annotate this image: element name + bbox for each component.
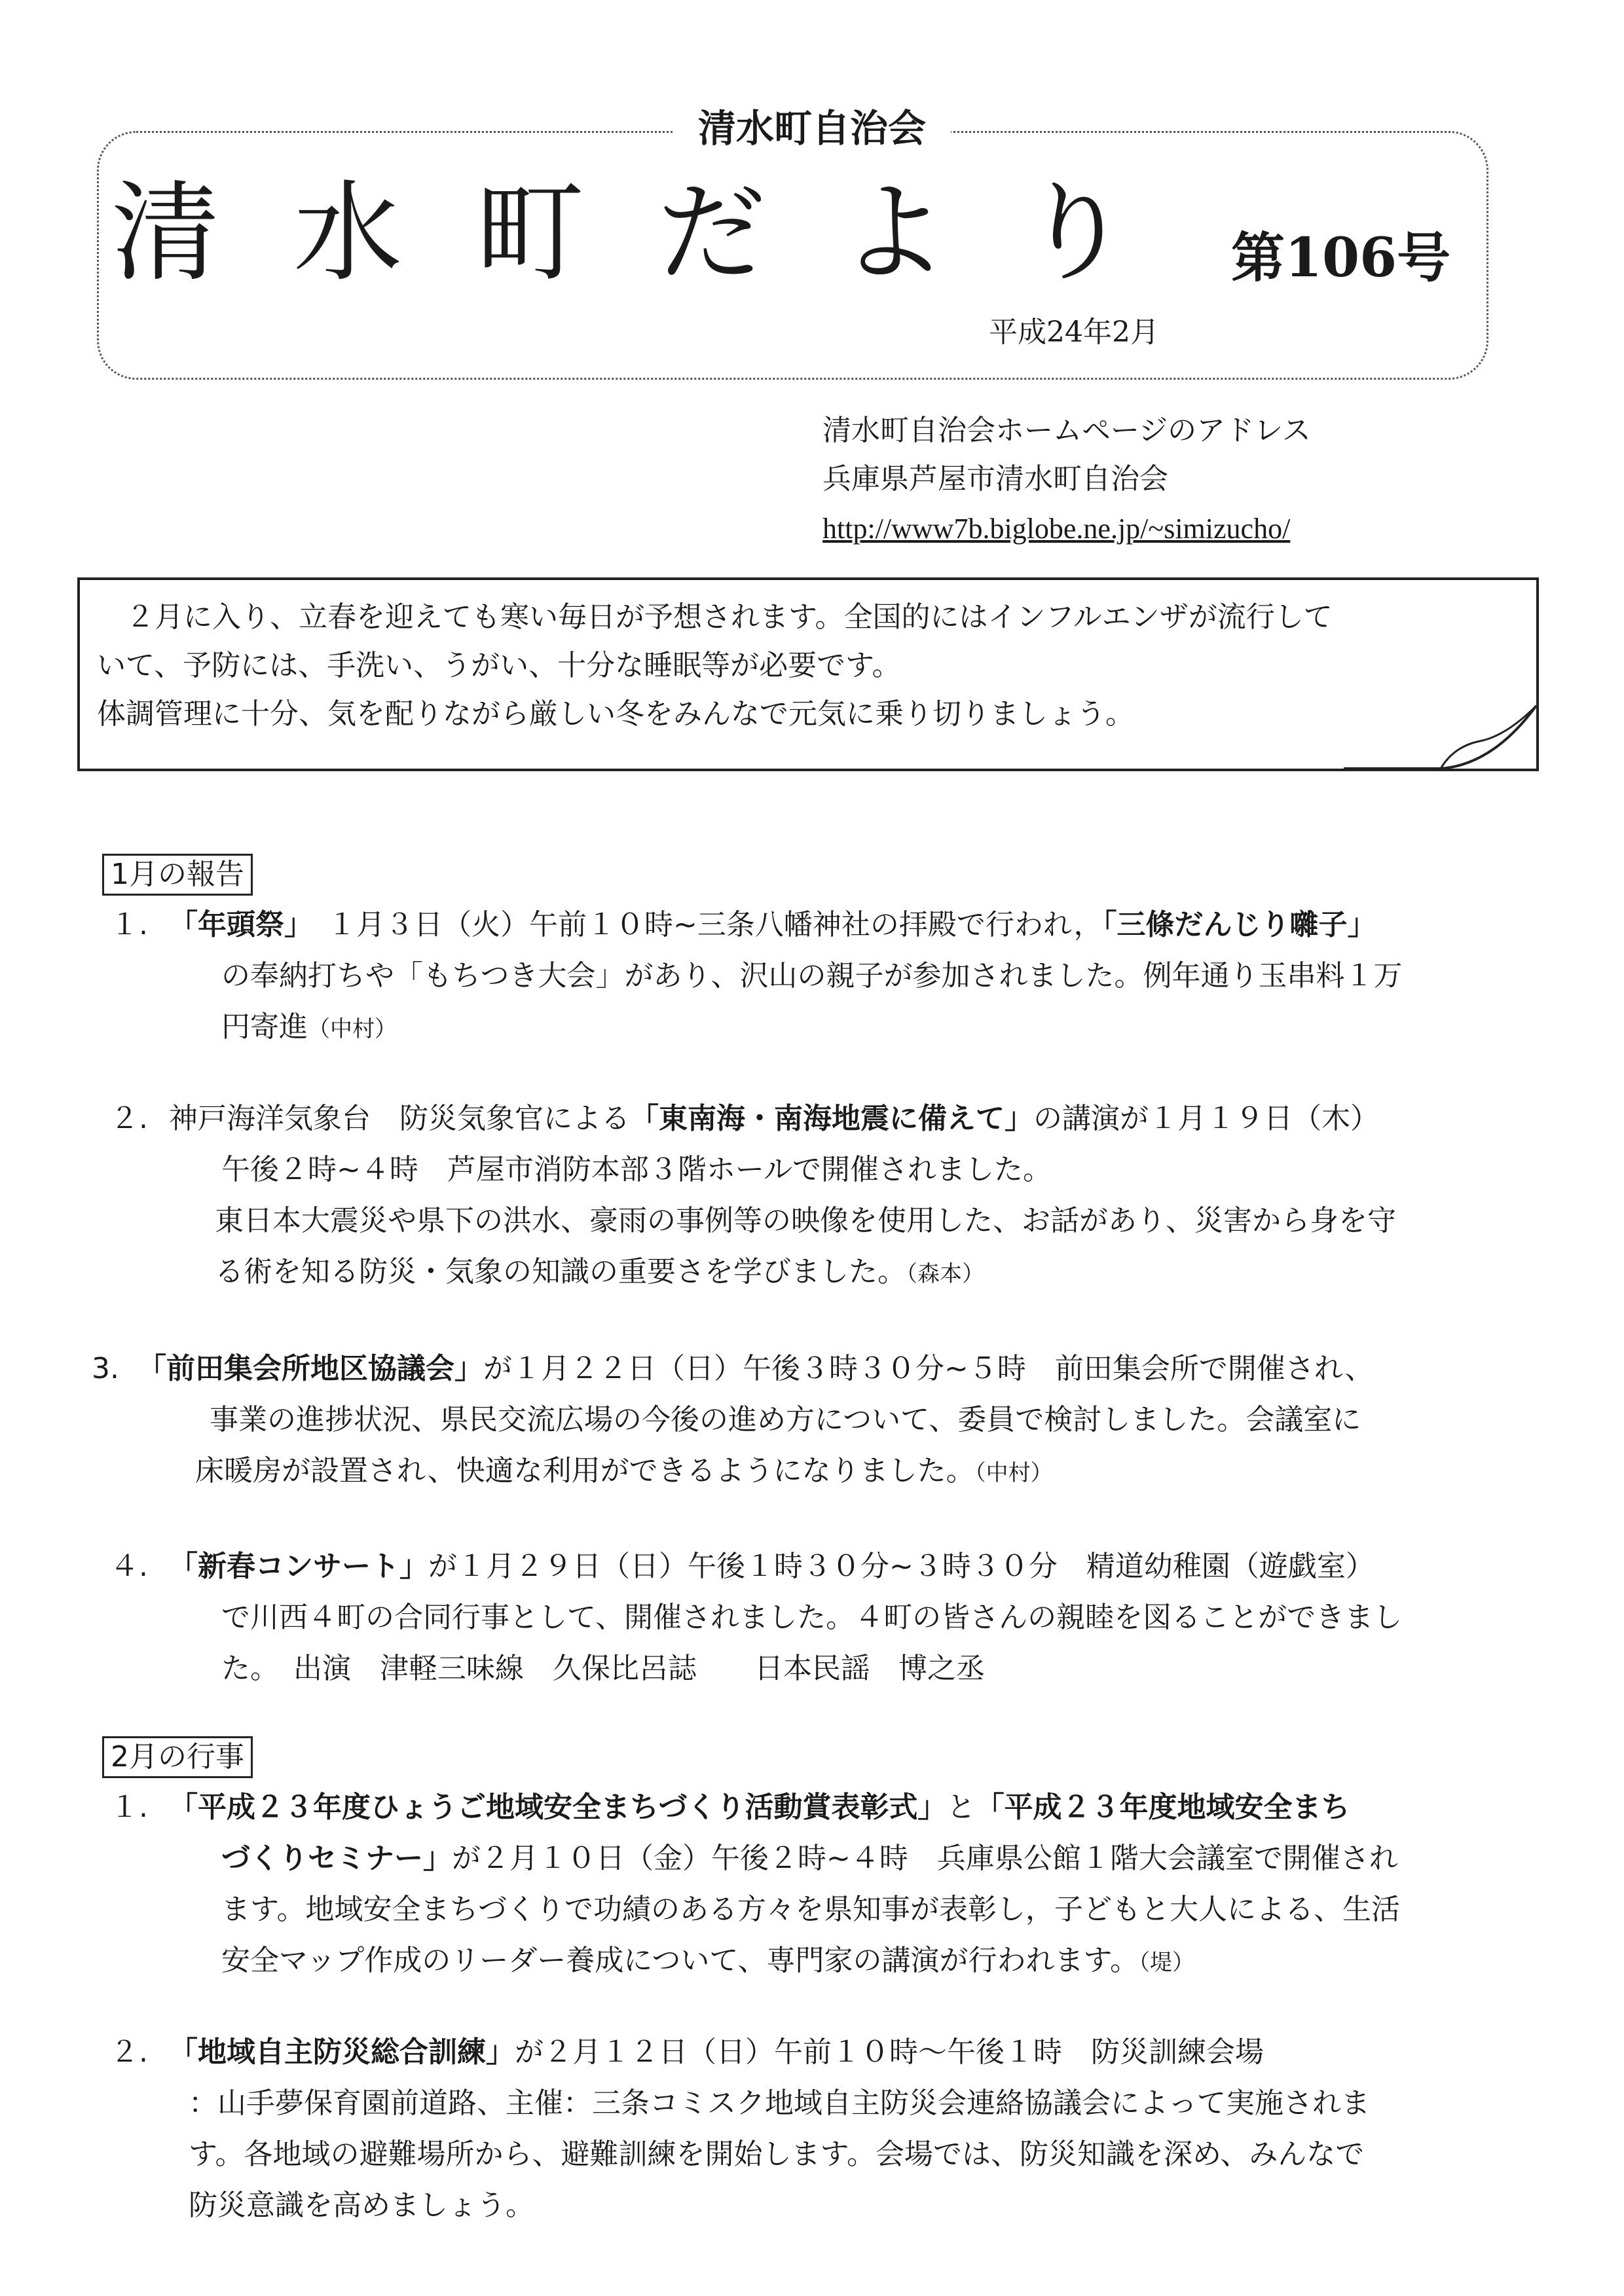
author-note: （森本）	[906, 1261, 984, 1287]
author-note: （中村）	[974, 1460, 1053, 1486]
event-name: 「年頭祭」	[169, 908, 299, 941]
item-text: す。各地域の避難場所から、避難訓練を開始します。会場では、防災知識を深め、みんなで	[189, 2138, 1365, 2171]
greeting-text	[97, 593, 1498, 738]
item-number: ４.	[110, 1550, 148, 1583]
item-text: る術を知る防災・気象の知識の重要さを学びました。	[215, 1255, 906, 1288]
newsletter-title: 清水町だより	[111, 170, 1204, 297]
event-name: づくりセミナー」	[221, 1842, 452, 1875]
item-text: 事業の進捗状況、県民交流広場の今後の進め方について、委員で検討しました。会議室に	[210, 1403, 1361, 1436]
greeting-line: いて、予防には、手洗い、うがい、十分な睡眠等が必要です。	[97, 649, 901, 682]
item-text: ：山手夢保育園前道路、主催：三条コミスク地域自主防災会連絡協議会によって実施されま	[189, 2086, 1370, 2120]
homepage-url-link[interactable]: http://www7b.biglobe.ne.jp/~simizucho/	[822, 513, 1291, 545]
item-number: ２.	[110, 2035, 148, 2069]
item-text: が１月２２日（日）午後３時３０分~５時 前田集会所で開催され、	[483, 1352, 1374, 1385]
homepage-label: 清水町自治会ホームページのアドレス	[822, 414, 1311, 447]
item-text: が１月２９日（日）午後１時３０分~３時３０分 精道幼稚園（遊戯室）	[428, 1550, 1375, 1583]
item-text: と	[946, 1791, 976, 1824]
item-text: が２月１０日（金）午後２時~４時 兵庫県公館１階大会議室で開催され	[452, 1842, 1398, 1875]
item-text: 床暖房が設置され、快適な利用ができるようになりました。	[195, 1454, 975, 1487]
homepage-name: 兵庫県芦屋市清水町自治会	[822, 462, 1168, 496]
item-number: 3.	[92, 1352, 119, 1385]
event-name: 「平成２３年度ひょうご地域安全まちづくり活動賞表彰式」	[169, 1791, 947, 1824]
item-text: 安全マップ作成のリーダー養成について、専門家の講演が行われます。	[221, 1944, 1139, 1977]
author-note: （中村）	[308, 1016, 397, 1042]
item-number: １.	[110, 1791, 148, 1824]
event-name: 「新春コンサート」	[169, 1550, 428, 1583]
section-header-january: 1月の報告	[102, 854, 253, 896]
item-number: １.	[110, 908, 148, 941]
item-text: た。 出演 津軽三味線 久保比呂誌 日本民謡 博之丞	[221, 1652, 985, 1685]
greeting-line: 体調管理に十分、気を配りながら厳しい冬をみんなで元気に乗り切りましょう。	[97, 697, 1134, 731]
event-name: 「東南海・南海地震に備えて」	[630, 1102, 1033, 1135]
item-text: 午後２時~４時 芦屋市消防本部３階ホールで開催されました。	[221, 1153, 1052, 1186]
event-name: 「三條だんじり囃子」	[1102, 908, 1376, 941]
event-name: 「平成２３年度地域安全まち	[975, 1791, 1350, 1824]
item-text: １月３日（火）午前１０時~三条八幡神社の拝殿で行われ，	[299, 908, 1103, 941]
greeting-line: ２月に入り、立春を迎えても寒い毎日が予想されます。全国的にはインフルエンザが流行して	[97, 600, 1333, 634]
item-text: で川西４町の合同行事として、開催されました。４町の皆さんの親睦を図ることができまし	[221, 1601, 1403, 1634]
event-name: 「前田集会所地区協議会」	[138, 1352, 483, 1385]
section-header-february: 2月の行事	[102, 1736, 253, 1778]
item-text: 防災意識を高めましょう。	[189, 2189, 534, 2222]
item-text: 東日本大震災や県下の洪水、豪雨の事例等の映像を使用した、お話があり、災害から身を守	[215, 1204, 1396, 1237]
item-text: の講演が１月１９日（木）	[1033, 1102, 1379, 1135]
item-text: が２月１２日（日）午前１０時～午後１時 防災訓練会場	[515, 2035, 1264, 2069]
issue-number: 第106号	[1231, 227, 1451, 289]
issue-date: 平成24年2月	[989, 316, 1159, 349]
org-name-header: 清水町自治会	[0, 98, 1624, 151]
item-number: ２.	[110, 1102, 148, 1135]
item-text: 神戸海洋気象台 防災気象官による	[169, 1102, 630, 1135]
item-text: ます。地域安全まちづくりで功績のある方々を県知事が表彰し，子どもと大人による、生活	[221, 1893, 1401, 1926]
item-text: 円寄進	[221, 1010, 308, 1044]
event-name: 「地域自主防災総合訓練」	[169, 2035, 515, 2069]
item-text: の奉納打ちや「もちつき大会」があり、沢山の親子が参加されました。例年通り玉串料１万	[221, 959, 1403, 993]
author-note: （堤）	[1138, 1950, 1194, 1976]
